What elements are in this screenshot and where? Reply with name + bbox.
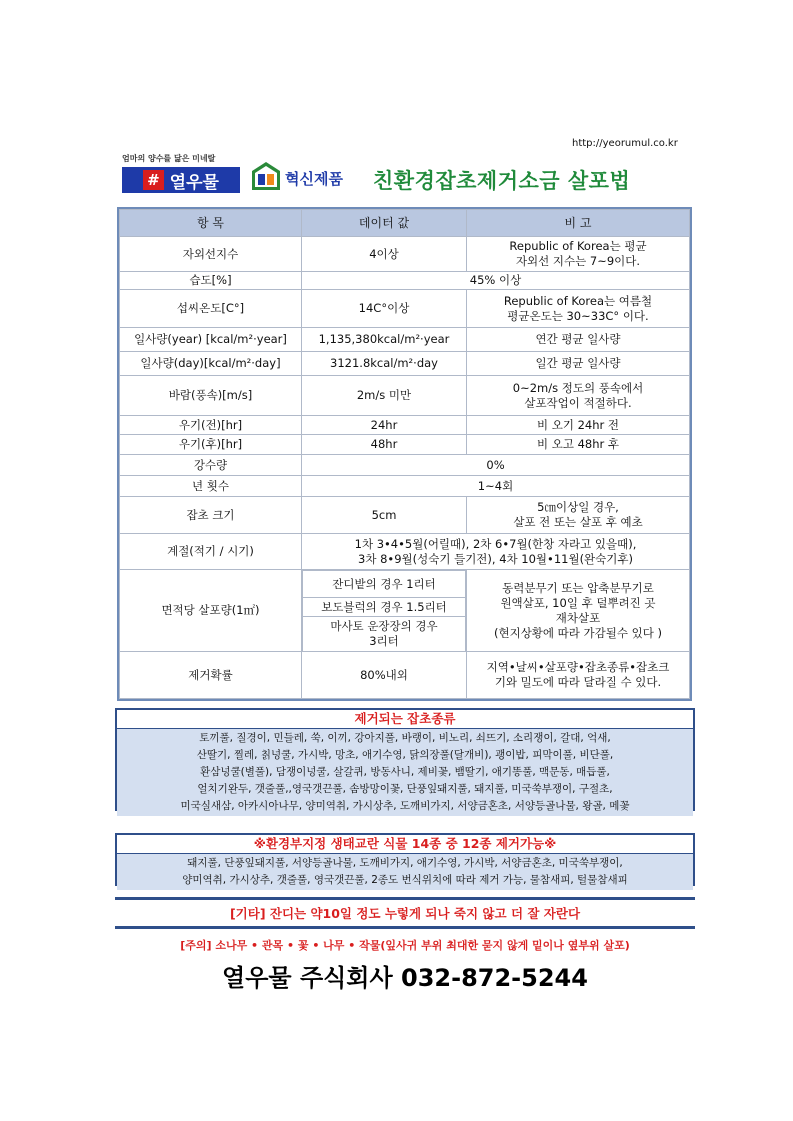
eco-title: ※환경부지정 생태교란 식물 14종 중 12종 제거가능※ — [117, 835, 693, 854]
row-value: 1,135,380kcal/m²·year — [302, 328, 467, 352]
row-note — [467, 290, 690, 328]
row-value: 2m/s 미만 — [302, 376, 467, 416]
row-value: 24hr — [302, 416, 467, 435]
table-row — [120, 652, 690, 699]
row-item: 제거확률 — [120, 652, 302, 699]
table-row — [120, 272, 690, 290]
row-value: 5cm — [302, 497, 467, 534]
row-item: 자외선지수 — [120, 237, 302, 272]
amount-lawn: 잔디밭의 경우 1리터 — [303, 571, 466, 598]
innovation-product-icon — [251, 161, 281, 191]
row-item: 우기(후)[hr] — [120, 435, 302, 455]
table-row — [120, 455, 690, 476]
note-line: 동력분무기 또는 압축분무기로 — [502, 580, 654, 595]
row-note — [467, 376, 690, 416]
note-line: 기와 밀도에 따라 달라질 수 있다. — [494, 675, 662, 689]
table-row — [120, 497, 690, 534]
row-item: 잡초 크기 — [120, 497, 302, 534]
header-value: 데이터 값 — [302, 210, 467, 237]
amount-subtable — [302, 570, 466, 651]
row-item: 면적당 살포량(1㎡) — [120, 570, 302, 652]
weed-types-list — [117, 729, 693, 816]
row-item: 우기(전)[hr] — [120, 416, 302, 435]
row-item: 년 횟수 — [120, 476, 302, 497]
row-note: 일간 평균 일사량 — [467, 352, 690, 376]
row-note — [467, 497, 690, 534]
amount-sand-line: 마사토 운장장의 경우 — [330, 619, 438, 633]
row-value: 45% 이상 — [302, 272, 690, 290]
row-note: 비 오고 48hr 후 — [467, 435, 690, 455]
row-note — [467, 652, 690, 699]
table-row — [120, 328, 690, 352]
row-item: 일사량(day)[kcal/m²·day] — [120, 352, 302, 376]
company-contact: 열우물 주식회사 032-872-5244 — [222, 964, 588, 992]
row-value: 3121.8kcal/m²·day — [302, 352, 467, 376]
table-row — [120, 376, 690, 416]
note-line: Republic of Korea는 여름철 — [503, 293, 653, 308]
eco-disturbing-plants-box — [115, 833, 695, 886]
list-item: 산딸기, 찔레, 칡넝쿨, 가시박, 망초, 애기수영, 닭의장풀(달개비), 괭이밥, 피막이풀, 비단풀, — [196, 749, 614, 761]
row-value — [302, 534, 690, 570]
note-line: 평균온도는 30~33C° 이다. — [507, 308, 649, 323]
row-value: 48hr — [302, 435, 467, 455]
row-value: 0% — [302, 455, 690, 476]
table-row — [120, 290, 690, 328]
list-item: 양미역취, 가시상추, 갯줄풀, 영국갯끈풀, 2종도 번식위치에 따라 제거 가능, 물참새피, 털물참새피 — [182, 874, 628, 886]
row-item: 일사량(year) [kcal/m²·year] — [120, 328, 302, 352]
note-line: 살포 전 또는 살포 후 예초 — [513, 515, 643, 529]
row-note — [467, 237, 690, 272]
row-item: 강수량 — [120, 455, 302, 476]
etc-note: [기타] 잔디는 약10일 정도 누렇게 되나 죽지 않고 더 잘 자란다 — [229, 906, 581, 921]
note-line: Republic of Korea는 평균 — [509, 239, 647, 253]
amount-block: 보도블럭의 경우 1.5리터 — [303, 598, 466, 617]
row-note — [467, 570, 690, 652]
weed-types-box — [115, 708, 695, 811]
note-line: 5㎝이상일 경우, — [537, 500, 619, 514]
note-line: 0~2m/s 정도의 풍속에서 — [512, 380, 644, 395]
row-value: 14C°이상 — [302, 290, 467, 328]
row-value: 80%내외 — [302, 652, 467, 699]
page-title: 친환경잡초제거소금 살포법 — [373, 169, 631, 193]
brand-hash: # — [143, 170, 164, 190]
row-item: 섭씨온도[C°] — [120, 290, 302, 328]
table-row — [120, 416, 690, 435]
list-item: 미국실새삼, 아카시아나무, 양미역취, 가시상추, 도깨비가지, 서양금혼초, 서양등골나물, 왕골, 메꽃 — [180, 800, 630, 812]
header-note: 비 고 — [467, 210, 690, 237]
season-line: 1차 3•4•5월(어릴때), 2차 6•7월(한창 자라고 있을때), — [354, 536, 637, 551]
note-line: 지역•날씨•살포량•잡초종류•잡초크 — [486, 660, 670, 674]
season-line: 3차 8•9월(성숙기 들기전), 4차 10월•11월(완숙기후) — [358, 551, 633, 566]
spec-table — [119, 209, 690, 699]
row-value — [302, 570, 467, 652]
caution-note: [주의] 소나무 • 관목 • 꽃 • 나무 • 작물(잎사귀 부위 최대한 묻지 않게 밑이나 옆부위 살포) — [180, 939, 630, 952]
table-row — [120, 237, 690, 272]
row-note: 연간 평균 일사량 — [467, 328, 690, 352]
header-item: 항 목 — [120, 210, 302, 237]
brand-name: 열우물 — [169, 172, 219, 193]
note-line: (현지상황에 따라 가감될수 있다 ) — [493, 625, 662, 640]
spec-table-frame — [117, 207, 692, 701]
row-item: 바람(풍속)[m/s] — [120, 376, 302, 416]
list-item: 얼치기완두, 갯줄풀,,영국갯끈풀, 솜방망이꽃, 단풍잎돼지풀, 돼지풀, 미국쑥부쟁이, 구절초, — [197, 783, 613, 795]
eco-list — [117, 854, 693, 890]
table-row — [120, 570, 690, 652]
website-url: http://yeorumul.co.kr — [572, 138, 678, 149]
table-row — [120, 534, 690, 570]
note-line: 자외선 지수는 7~9이다. — [515, 254, 641, 268]
brand-logo — [122, 167, 240, 193]
divider — [115, 897, 695, 900]
row-value: 1~4회 — [302, 476, 690, 497]
note-line: 원액살포, 10일 후 덜뿌려진 곳 — [500, 595, 656, 610]
table-row — [120, 435, 690, 455]
product-label: 혁신제품 — [285, 170, 343, 188]
table-header-row — [120, 210, 690, 237]
note-line: 살포작업이 적절하다. — [524, 395, 632, 410]
weed-types-title: 제거되는 잡초종류 — [117, 710, 693, 729]
row-note: 비 오기 24hr 전 — [467, 416, 690, 435]
amount-sand — [303, 617, 466, 652]
list-item: 토끼풀, 질경이, 민들레, 쑥, 이끼, 강아지풀, 바랭이, 비노리, 쇠뜨기, 소리쟁이, 갈대, 억새, — [199, 732, 611, 744]
row-item: 계절(적기 / 시기) — [120, 534, 302, 570]
list-item: 환삼넝쿨(별풀), 담쟁이넝쿨, 살갈퀴, 방동사니, 제비꽃, 뱀딸기, 애기똥풀, 맥문동, 매듭풀, — [200, 766, 610, 778]
row-value: 4이상 — [302, 237, 467, 272]
slogan: 엄마의 양수를 닮은 미네랄 — [122, 154, 216, 163]
divider — [115, 926, 695, 929]
table-row — [120, 476, 690, 497]
table-row — [120, 352, 690, 376]
amount-sand-line: 3리터 — [369, 634, 399, 648]
row-item: 습도[%] — [120, 272, 302, 290]
list-item: 돼지풀, 단풍잎돼지풀, 서양등골나물, 도깨비가지, 애기수영, 가시박, 서양금혼초, 미국쑥부쟁이, — [187, 857, 623, 869]
note-line: 재차살포 — [555, 610, 601, 625]
